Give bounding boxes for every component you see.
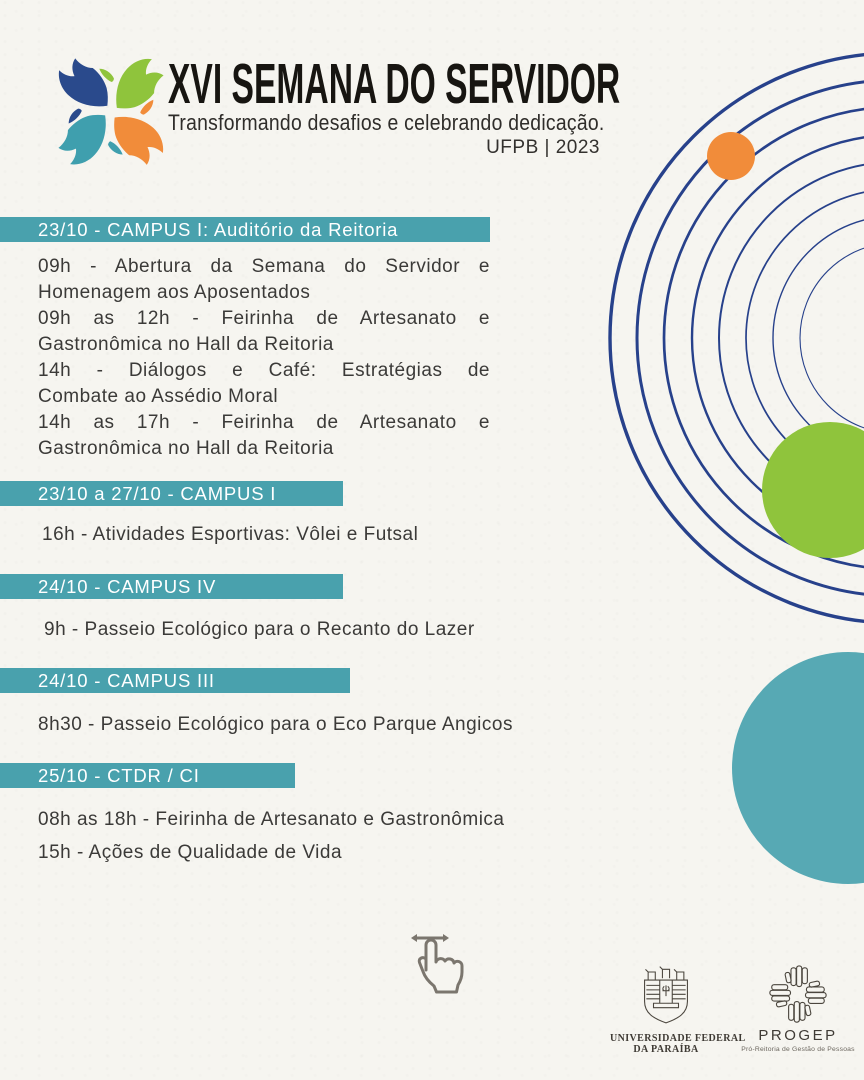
schedule-line: 9h - Passeio Ecológico para o Recanto do Lazer	[44, 619, 475, 640]
section-header-ctdr-ci	[0, 763, 295, 788]
schedule-line: 09h - Abertura da Semana do Servidor e	[38, 256, 490, 277]
section-header-campus1-week	[0, 481, 343, 506]
progep-subtitle: Pró-Reitoria de Gestão de Pessoas	[741, 1046, 855, 1053]
swipe-horizontal-icon[interactable]	[404, 928, 466, 1000]
section-header-label: 24/10 - CAMPUS IV	[38, 575, 217, 597]
orange-dot	[707, 132, 755, 180]
progep-cross-icon	[768, 964, 828, 1024]
teal-circle	[732, 652, 864, 884]
progep-logo	[740, 964, 856, 1053]
page-subtitle: Transformando desafios e celebrando dedicação.	[168, 110, 605, 135]
section-header-label: 24/10 - CAMPUS III	[38, 669, 215, 691]
schedule-line: 14h as 17h - Feirinha de Artesanato e	[38, 412, 490, 433]
schedule-line: Gastronômica no Hall da Reitoria	[38, 334, 334, 355]
schedule-line: 8h30 - Passeio Ecológico para o Eco Parque Angicos	[38, 714, 513, 735]
ufpb-crest-icon	[641, 966, 691, 1028]
section-header-label: 23/10 a 27/10 - CAMPUS I	[38, 482, 277, 504]
schedule-line: Combate ao Assédio Moral	[38, 386, 279, 407]
section-header-campus1-auditorio	[0, 217, 490, 242]
schedule-line: Gastronômica no Hall da Reitoria	[38, 438, 334, 459]
section-header-label: 23/10 - CAMPUS I: Auditório da Reitoria	[38, 218, 399, 240]
section-header-campus4	[0, 574, 343, 599]
schedule-campus1	[38, 254, 490, 462]
edition-label: UFPB | 2023	[486, 137, 600, 158]
schedule-line: 09h as 12h - Feirinha de Artesanato e	[38, 308, 490, 329]
ufpb-logo	[610, 966, 746, 1055]
schedule-line: 08h as 18h - Feirinha de Artesanato e Gastronômica	[38, 809, 505, 830]
schedule-line: 16h - Atividades Esportivas: Vôlei e Futsal	[42, 524, 419, 545]
progep-name: PROGEP	[758, 1027, 838, 1044]
event-logo-hands-pinwheel-icon	[38, 34, 184, 190]
ufpb-name-line2: DA PARAÍBA	[633, 1044, 699, 1055]
schedule-line: 14h - Diálogos e Café: Estratégias de	[38, 360, 490, 381]
ufpb-name-line1: UNIVERSIDADE FEDERAL	[610, 1033, 746, 1044]
section-header-campus3	[0, 668, 350, 693]
page-title: XVI SEMANA DO SERVIDOR	[168, 52, 621, 116]
schedule-line: 15h - Ações de Qualidade de Vida	[38, 842, 343, 863]
section-header-label: 25/10 - CTDR / CI	[38, 764, 200, 786]
schedule-line: Homenagem aos Aposentados	[38, 282, 311, 303]
